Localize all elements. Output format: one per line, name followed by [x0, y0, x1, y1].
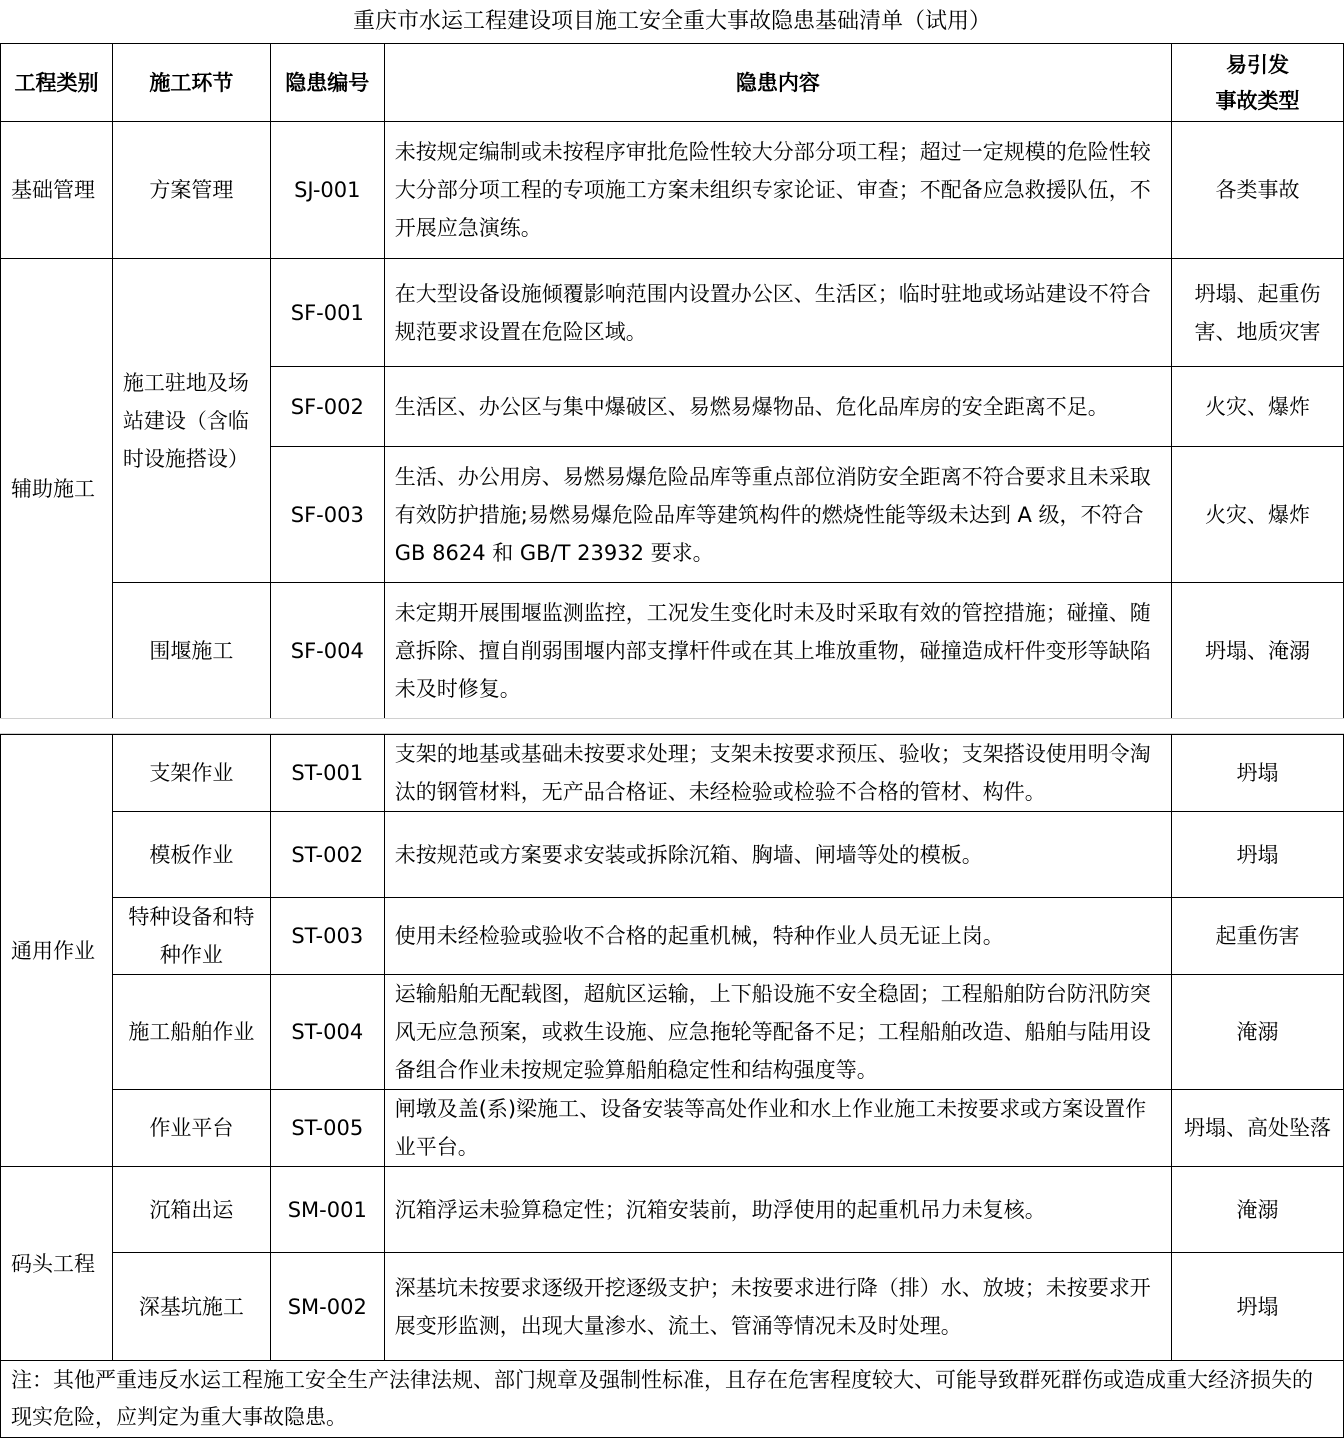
table-note: 注：其他严重违反水运工程施工安全生产法律法规、部门规章及强制性标准，且存在危害程度较大、可能导致群死群伤或造成重大经济损失的现实危险，应判定为重大事故隐患。: [1, 1361, 1344, 1438]
accident-sf001: 坍塌、起重伤害、地质灾害: [1172, 259, 1344, 367]
table-row: [1, 583, 1344, 719]
code-sf001: SF-001: [270, 259, 384, 367]
header-category: 工程类别: [1, 44, 113, 122]
code-sm002: SM-002: [270, 1253, 384, 1361]
code-st001: ST-001: [270, 735, 384, 812]
group-aux: 辅助施工: [1, 259, 113, 719]
table-row: [1, 975, 1344, 1090]
stage-platform: 作业平台: [112, 1090, 270, 1167]
table-row: [1, 1167, 1344, 1253]
table-row: [1, 259, 1344, 367]
content-st001: 支架的地基或基础未按要求处理；支架未按要求预压、验收；支架搭设使用明令淘汰的钢管材料，无产品合格证、未经检验或检验不合格的管材、构件。: [384, 735, 1171, 812]
group-base: 基础管理: [1, 122, 113, 259]
header-accident: 易引发 事故类型: [1172, 44, 1344, 122]
content-st002: 未按规范或方案要求安装或拆除沉箱、胸墙、闸墙等处的模板。: [384, 812, 1171, 898]
code-sf004: SF-004: [270, 583, 384, 719]
content-sf001: 在大型设备设施倾覆影响范围内设置办公区、生活区；临时驻地或场站建设不符合规范要求设置在危险区域。: [384, 259, 1171, 367]
content-sf003: 生活、办公用房、易燃易爆危险品库等重点部位消防安全距离不符合要求且未采取有效防护措施;易燃易爆危险品库等建筑构件的燃烧性能等级未达到 A 级，不符合 GB 8624 和 GB/T 23932 要求。: [384, 447, 1171, 583]
table-row: [1, 812, 1344, 898]
table-row: [1, 122, 1344, 259]
code-sf003: SF-003: [270, 447, 384, 583]
content-sf004: 未定期开展围堰监测监控，工况发生变化时未及时采取有效的管控措施；碰撞、随意拆除、擅自削弱围堰内部支撑杆件或在其上堆放重物，碰撞造成杆件变形等缺陷未及时修复。: [384, 583, 1171, 719]
stage-plan: 方案管理: [112, 122, 270, 259]
stage-caisson: 沉箱出运: [112, 1167, 270, 1253]
table-row: [1, 1253, 1344, 1361]
page-title: 重庆市水运工程建设项目施工安全重大事故隐患基础清单（试用）: [352, 9, 991, 34]
content-st003: 使用未经检验或验收不合格的起重机械，特种作业人员无证上岗。: [384, 898, 1171, 975]
stage-ship: 施工船舶作业: [112, 975, 270, 1090]
stage-site: 施工驻地及场站建设（含临时设施搭设）: [112, 259, 270, 583]
content-sf002: 生活区、办公区与集中爆破区、易燃易爆物品、危化品库房的安全距离不足。: [384, 367, 1171, 447]
page-break-divider: [0, 718, 1344, 734]
code-st005: ST-005: [270, 1090, 384, 1167]
accident-st004: 淹溺: [1172, 975, 1344, 1090]
content-sm002: 深基坑未按要求逐级开挖逐级支护；未按要求进行降（排）水、放坡；未按要求开展变形监测，出现大量渗水、流土、管涌等情况未及时处理。: [384, 1253, 1171, 1361]
header-code: 隐患编号: [270, 44, 384, 122]
accident-sm001: 淹溺: [1172, 1167, 1344, 1253]
table-header-row: [1, 44, 1344, 122]
content-st005: 闸墩及盖(系)梁施工、设备安装等高处作业和水上作业施工未按要求或方案设置作业平台。: [384, 1090, 1171, 1167]
stage-support: 支架作业: [112, 735, 270, 812]
accident-sf003: 火灾、爆炸: [1172, 447, 1344, 583]
accident-st001: 坍塌: [1172, 735, 1344, 812]
code-st003: ST-003: [270, 898, 384, 975]
code-sj001: SJ-001: [270, 122, 384, 259]
group-general: 通用作业: [1, 735, 113, 1167]
content-st004: 运输船舶无配载图，超航区运输，上下船设施不安全稳固；工程船舶防台防汛防突风无应急预案，或救生设施、应急拖轮等配备不足；工程船舶改造、船舶与陆用设备组合作业未按规定验算船舶稳定性和结构强度等。: [384, 975, 1171, 1090]
header-stage: 施工环节: [112, 44, 270, 122]
content-sj001: 未按规定编制或未按程序审批危险性较大分部分项工程；超过一定规模的危险性较大分部分项工程的专项施工方案未组织专家论证、审查；不配备应急救援队伍，不开展应急演练。: [384, 122, 1171, 259]
code-st004: ST-004: [270, 975, 384, 1090]
accident-st002: 坍塌: [1172, 812, 1344, 898]
stage-pit: 深基坑施工: [112, 1253, 270, 1361]
table-row: [1, 1090, 1344, 1167]
stage-formwork: 模板作业: [112, 812, 270, 898]
accident-sf004: 坍塌、淹溺: [1172, 583, 1344, 719]
group-wharf: 码头工程: [1, 1167, 113, 1361]
code-sm001: SM-001: [270, 1167, 384, 1253]
accident-sf002: 火灾、爆炸: [1172, 367, 1344, 447]
content-sm001: 沉箱浮运未验算稳定性；沉箱安装前，助浮使用的起重机吊力未复核。: [384, 1167, 1171, 1253]
accident-sj001: 各类事故: [1172, 122, 1344, 259]
table-row: [1, 898, 1344, 975]
hazard-table-part-1: [0, 43, 1344, 719]
table-note-row: [1, 1361, 1344, 1438]
accident-st005: 坍塌、高处坠落: [1172, 1090, 1344, 1167]
accident-st003: 起重伤害: [1172, 898, 1344, 975]
code-st002: ST-002: [270, 812, 384, 898]
stage-cofferdam: 围堰施工: [112, 583, 270, 719]
stage-special: 特种设备和特种作业: [112, 898, 270, 975]
header-content: 隐患内容: [384, 44, 1171, 122]
code-sf002: SF-002: [270, 367, 384, 447]
accident-sm002: 坍塌: [1172, 1253, 1344, 1361]
hazard-table-part-2: [0, 734, 1344, 1438]
table-row: [1, 735, 1344, 812]
